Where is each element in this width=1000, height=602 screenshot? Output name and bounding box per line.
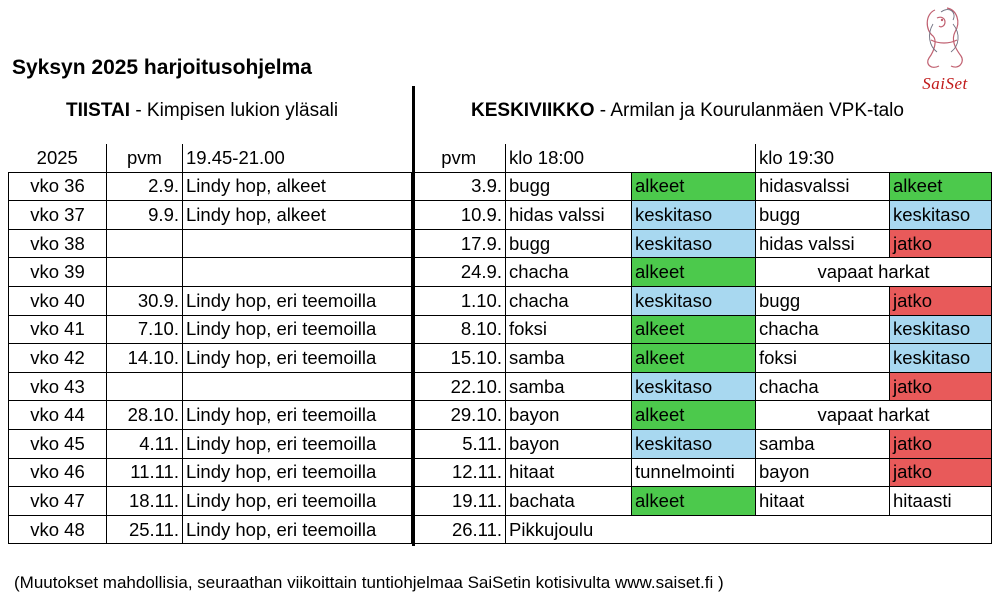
- wed-class2-cell: bayon: [756, 458, 890, 487]
- wed-class1-cell: bugg: [506, 229, 632, 258]
- table-row: [9, 401, 992, 430]
- tue-date-cell: 14.10.: [107, 344, 183, 373]
- week-cell: vko 48: [9, 515, 107, 544]
- wed-date-cell: 8.10.: [413, 315, 506, 344]
- wed-date-cell: 15.10.: [413, 344, 506, 373]
- wed-level1-cell: alkeet: [632, 172, 756, 201]
- wed-level2-cell: jatko: [890, 372, 992, 401]
- wed-date-cell: 10.9.: [413, 201, 506, 230]
- table-row: [9, 344, 992, 373]
- logo-text: SaiSet: [922, 74, 968, 93]
- wed-class1-cell: bugg: [506, 172, 632, 201]
- wed-date-cell: 26.11.: [413, 515, 506, 544]
- tuesday-day: TIISTAI: [66, 100, 131, 121]
- wed-class1-cell: foksi: [506, 315, 632, 344]
- wed-level2-cell: jatko: [890, 229, 992, 258]
- tue-date-cell: 28.10.: [107, 401, 183, 430]
- tue-date-cell: 25.11.: [107, 515, 183, 544]
- tue-class-cell: Lindy hop, eri teemoilla: [183, 286, 413, 315]
- wed-level2-cell: keskitaso: [890, 344, 992, 373]
- table-row: [9, 201, 992, 230]
- tue-date-cell: 11.11.: [107, 458, 183, 487]
- wed-level2-cell: jatko: [890, 429, 992, 458]
- table-row: [9, 372, 992, 401]
- wed-class2-cell: foksi: [756, 344, 890, 373]
- week-cell: vko 43: [9, 372, 107, 401]
- wed-level1-cell: keskitaso: [632, 372, 756, 401]
- wed-level1-cell: alkeet: [632, 258, 756, 287]
- tue-date-cell: [107, 258, 183, 287]
- tue-class-cell: Lindy hop, eri teemoilla: [183, 487, 413, 516]
- tue-class-cell: Lindy hop, alkeet: [183, 201, 413, 230]
- wed-class1-cell: bachata: [506, 487, 632, 516]
- week-cell: vko 39: [9, 258, 107, 287]
- wed-level1-cell: alkeet: [632, 315, 756, 344]
- wed-level1-cell: keskitaso: [632, 201, 756, 230]
- week-cell: vko 41: [9, 315, 107, 344]
- page-title: Syksyn 2025 harjoitusohjelma: [12, 56, 312, 79]
- wed-date-cell: 1.10.: [413, 286, 506, 315]
- footer-note: (Muutokset mahdollisia, seuraathan viikoittain tuntiohjelmaa SaiSetin kotisivulta www.saiset.fi ): [14, 573, 724, 592]
- wednesday-day: KESKIVIIKKO: [471, 100, 595, 121]
- wed-level2-cell: keskitaso: [890, 315, 992, 344]
- day-divider: [412, 86, 415, 546]
- week-cell: vko 38: [9, 229, 107, 258]
- table-row: [9, 229, 992, 258]
- wed-level2-cell: hitaasti: [890, 487, 992, 516]
- wed-class2-cell: bugg: [756, 201, 890, 230]
- wed-level1-cell: keskitaso: [632, 229, 756, 258]
- wed-date-cell: 3.9.: [413, 172, 506, 201]
- week-cell: vko 45: [9, 429, 107, 458]
- header-pvm: pvm: [107, 144, 183, 172]
- tue-date-cell: 30.9.: [107, 286, 183, 315]
- table-row: [9, 429, 992, 458]
- wed-level1-cell: alkeet: [632, 487, 756, 516]
- wed-class2-cell: chacha: [756, 315, 890, 344]
- wed-class2-cell: hidas valssi: [756, 229, 890, 258]
- table-header-row: [9, 144, 992, 172]
- wednesday-heading: [471, 100, 904, 122]
- tue-class-cell: Lindy hop, eri teemoilla: [183, 315, 413, 344]
- tue-date-cell: 18.11.: [107, 487, 183, 516]
- tue-class-cell: [183, 258, 413, 287]
- table-row: [9, 172, 992, 201]
- tue-date-cell: [107, 229, 183, 258]
- wed-class2-cell: samba: [756, 429, 890, 458]
- wed-date-cell: 24.9.: [413, 258, 506, 287]
- wed-level1-cell: keskitaso: [632, 429, 756, 458]
- wed-class2-cell: bugg: [756, 286, 890, 315]
- wed-level1-cell: tunnelmointi: [632, 458, 756, 487]
- tue-date-cell: [107, 372, 183, 401]
- tue-class-cell: Lindy hop, eri teemoilla: [183, 429, 413, 458]
- wed-class1-cell: chacha: [506, 286, 632, 315]
- week-cell: vko 37: [9, 201, 107, 230]
- tuesday-place: - Kimpisen lukion yläsali: [130, 100, 339, 121]
- wed-level2-cell: jatko: [890, 286, 992, 315]
- tue-date-cell: 4.11.: [107, 429, 183, 458]
- wed-class2-cell: hidasvalssi: [756, 172, 890, 201]
- header-wed-time2: klo 19:30: [756, 144, 890, 172]
- wed-date-cell: 17.9.: [413, 229, 506, 258]
- header-spacer-2: [890, 144, 992, 172]
- week-cell: vko 44: [9, 401, 107, 430]
- wed-class2-cell: vapaat harkat: [756, 401, 992, 430]
- header-pvm-wed: pvm: [413, 144, 506, 172]
- wed-class-cell: Pikkujoulu: [506, 515, 992, 544]
- wed-class2-cell: chacha: [756, 372, 890, 401]
- tue-date-cell: 7.10.: [107, 315, 183, 344]
- week-cell: vko 42: [9, 344, 107, 373]
- wednesday-place: - Armilan ja Kourulanmäen VPK-talo: [594, 100, 904, 121]
- wed-level2-cell: keskitaso: [890, 201, 992, 230]
- wed-class1-cell: samba: [506, 372, 632, 401]
- wed-date-cell: 22.10.: [413, 372, 506, 401]
- header-year: 2025: [9, 144, 107, 172]
- header-spacer: [632, 144, 756, 172]
- wed-class1-cell: bayon: [506, 401, 632, 430]
- table-row: [9, 286, 992, 315]
- wed-level1-cell: alkeet: [632, 401, 756, 430]
- tue-class-cell: Lindy hop, alkeet: [183, 172, 413, 201]
- wed-class1-cell: hitaat: [506, 458, 632, 487]
- table-row: [9, 258, 992, 287]
- wed-level1-cell: keskitaso: [632, 286, 756, 315]
- tue-class-cell: Lindy hop, eri teemoilla: [183, 401, 413, 430]
- week-cell: vko 46: [9, 458, 107, 487]
- wed-date-cell: 19.11.: [413, 487, 506, 516]
- table-row: [9, 315, 992, 344]
- wed-class2-cell: vapaat harkat: [756, 258, 992, 287]
- tuesday-heading: [66, 100, 338, 122]
- tue-date-cell: 9.9.: [107, 201, 183, 230]
- wed-date-cell: 29.10.: [413, 401, 506, 430]
- tue-class-cell: Lindy hop, eri teemoilla: [183, 515, 413, 544]
- week-cell: vko 47: [9, 487, 107, 516]
- tue-class-cell: Lindy hop, eri teemoilla: [183, 344, 413, 373]
- tue-class-cell: [183, 229, 413, 258]
- wed-class1-cell: bayon: [506, 429, 632, 458]
- tue-date-cell: 2.9.: [107, 172, 183, 201]
- wed-date-cell: 12.11.: [413, 458, 506, 487]
- header-wed-time1: klo 18:00: [506, 144, 632, 172]
- week-cell: vko 40: [9, 286, 107, 315]
- week-cell: vko 36: [9, 172, 107, 201]
- wed-level2-cell: jatko: [890, 458, 992, 487]
- tue-class-cell: [183, 372, 413, 401]
- table-row: [9, 515, 992, 544]
- schedule-table: [8, 144, 992, 544]
- wed-level2-cell: alkeet: [890, 172, 992, 201]
- header-tue-time: 19.45-21.00: [183, 144, 413, 172]
- wed-class1-cell: samba: [506, 344, 632, 373]
- tue-class-cell: Lindy hop, eri teemoilla: [183, 458, 413, 487]
- wed-class1-cell: hidas valssi: [506, 201, 632, 230]
- wed-level1-cell: alkeet: [632, 344, 756, 373]
- wed-class1-cell: chacha: [506, 258, 632, 287]
- table-row: [9, 487, 992, 516]
- wed-date-cell: 5.11.: [413, 429, 506, 458]
- wed-class2-cell: hitaat: [756, 487, 890, 516]
- table-row: [9, 458, 992, 487]
